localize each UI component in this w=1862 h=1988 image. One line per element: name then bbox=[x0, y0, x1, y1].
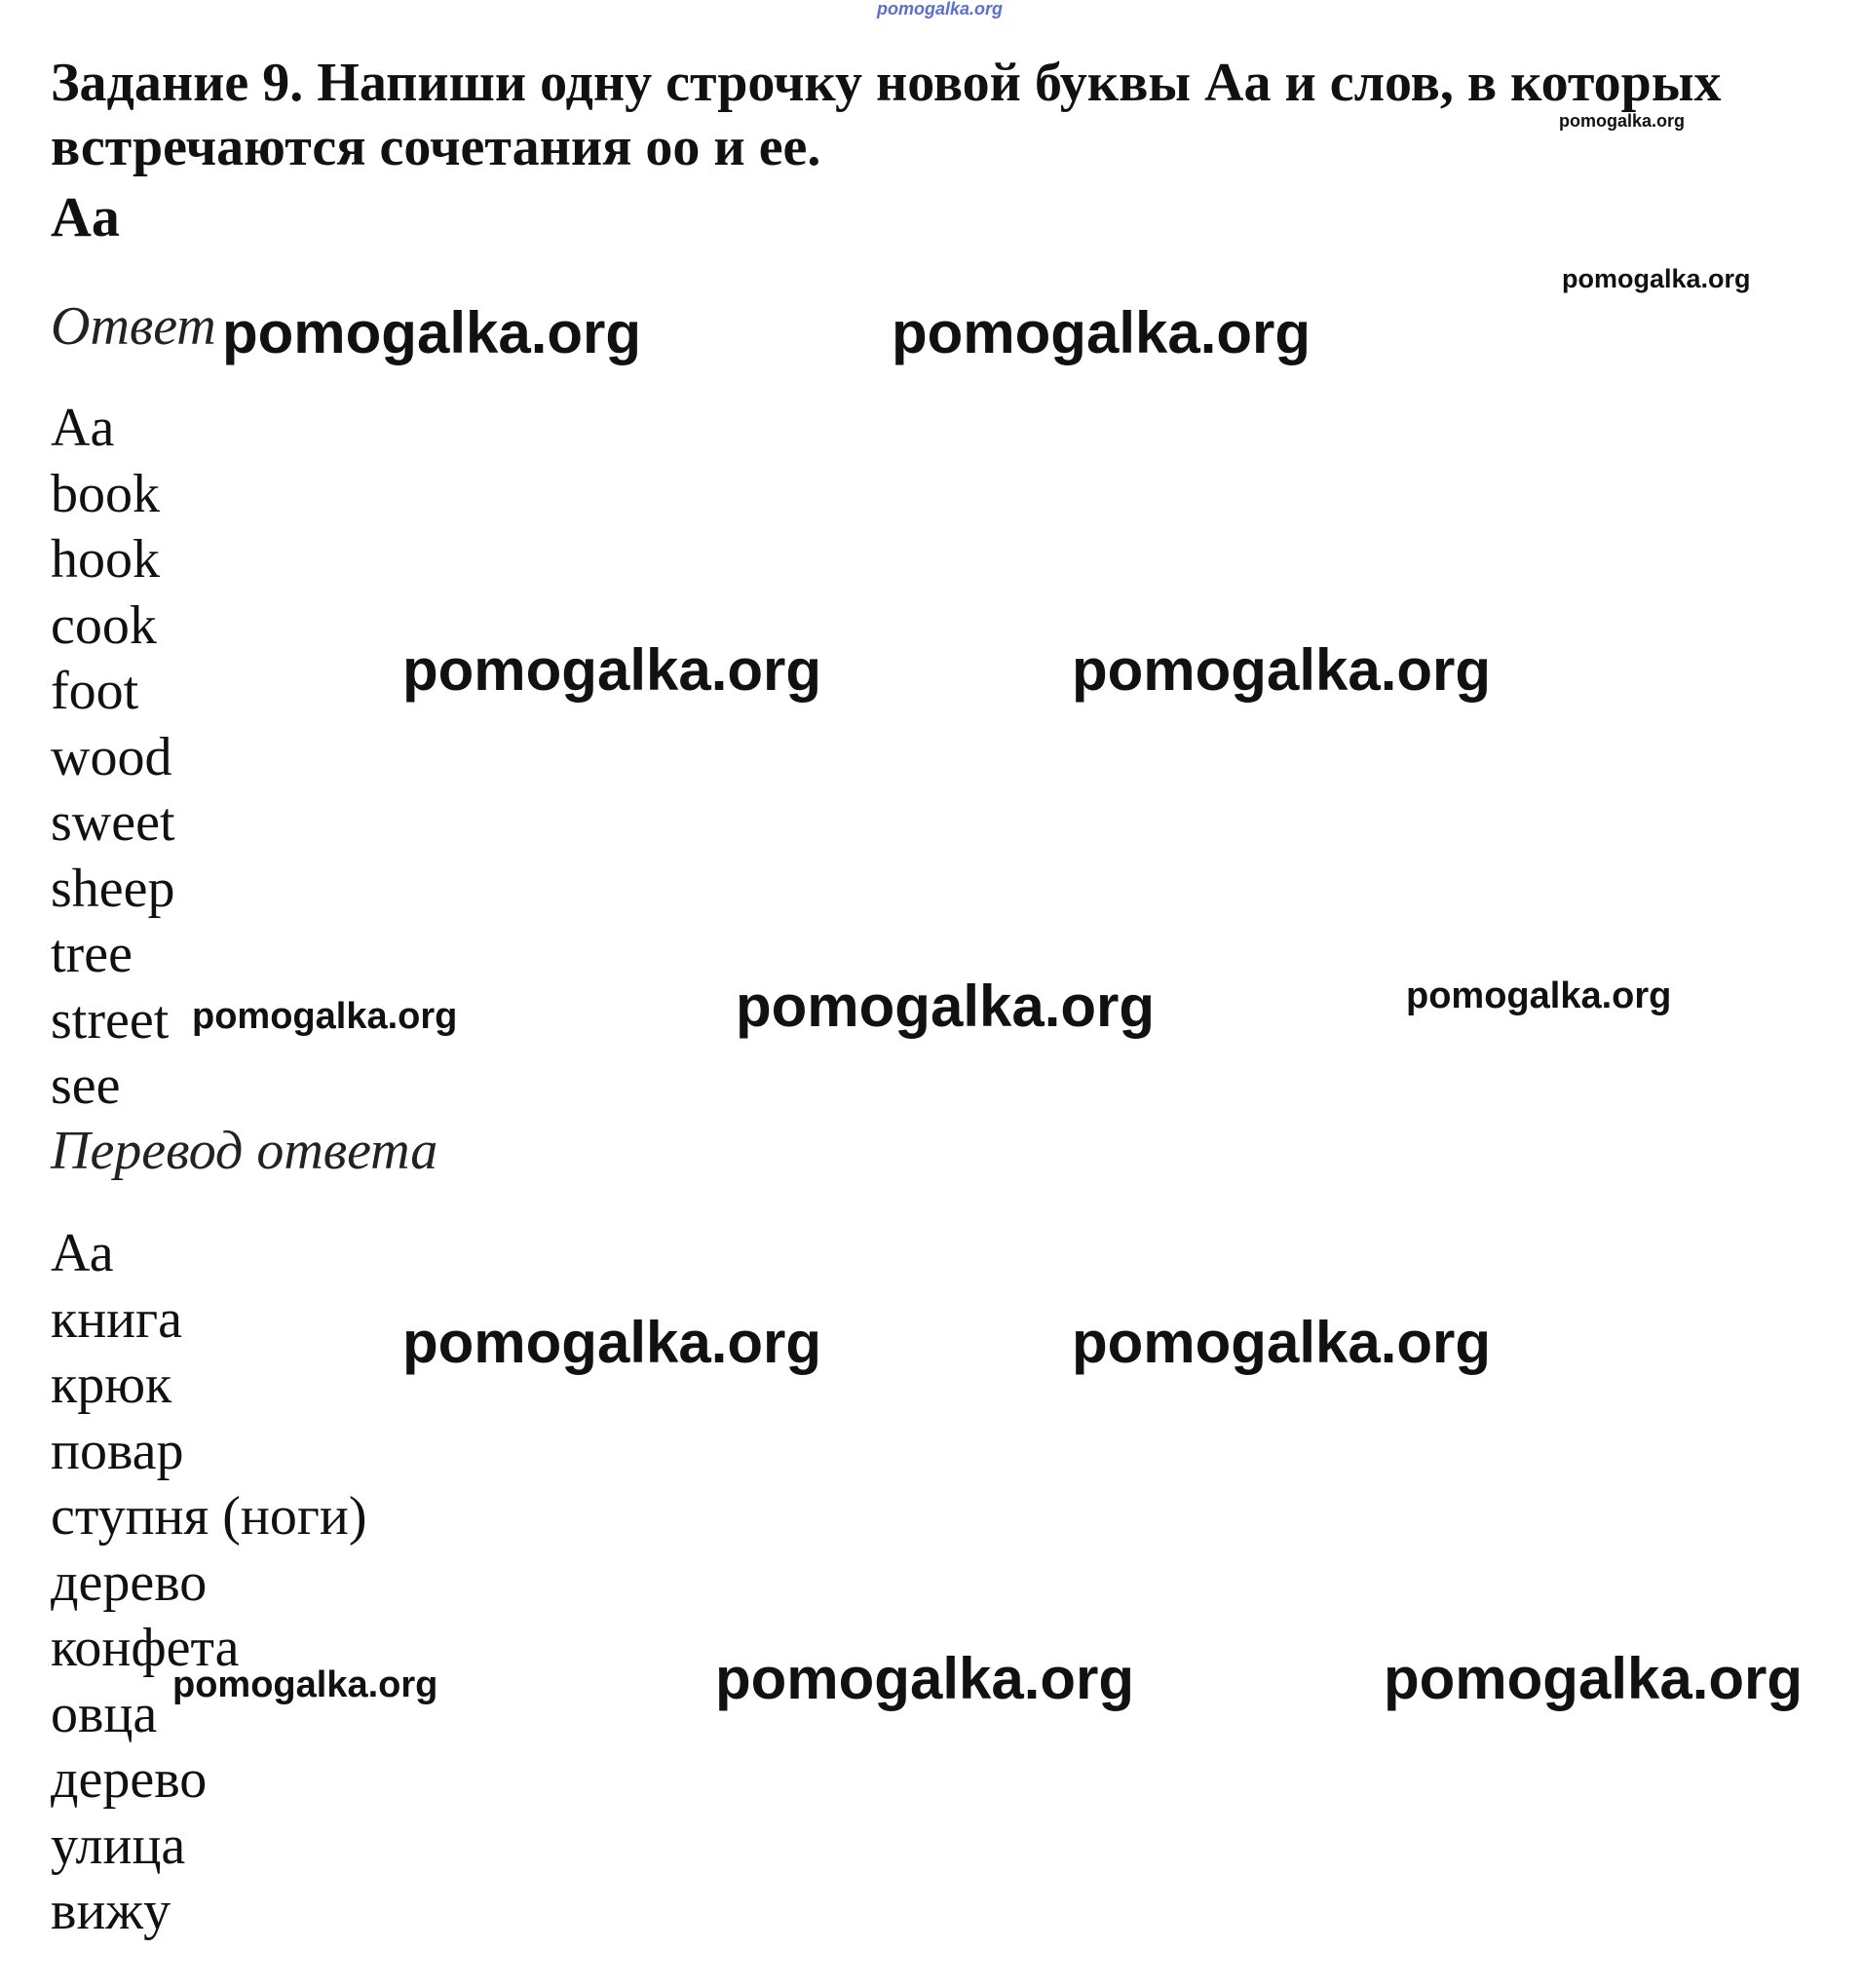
watermark-big: pomogalka.org bbox=[402, 1310, 822, 1375]
watermark-tiny: pomogalka.org bbox=[1559, 111, 1686, 131]
watermark-mid: pomogalka.org bbox=[192, 996, 458, 1037]
translation-word: улица bbox=[51, 1815, 186, 1876]
watermark-big: pomogalka.org bbox=[892, 300, 1311, 365]
task-title: Задание 9. Напиши одну строчку новой буквы Aa и слов, в которых встречаются сочетания oo и ee. bbox=[51, 53, 1722, 177]
answer-word: book bbox=[51, 463, 160, 524]
translation-word: дерево bbox=[51, 1551, 208, 1613]
watermark-small: pomogalka.org bbox=[1562, 264, 1751, 293]
translation-word: дерево bbox=[51, 1749, 208, 1810]
watermark-mid: pomogalka.org bbox=[1406, 975, 1672, 1016]
answer-word: cook bbox=[51, 594, 157, 656]
answer-word: sweet bbox=[51, 792, 175, 853]
answer-label: Ответ bbox=[51, 296, 216, 357]
watermark-big: pomogalka.org bbox=[402, 637, 822, 703]
translation-word: Аа bbox=[51, 1223, 114, 1283]
translation-word: повар bbox=[51, 1420, 184, 1481]
translation-label: Перевод ответа bbox=[51, 1121, 438, 1181]
translation-word: вижу bbox=[51, 1881, 171, 1941]
watermark-big: pomogalka.org bbox=[222, 300, 642, 365]
watermark-big: pomogalka.org bbox=[1072, 1310, 1492, 1375]
watermark-big: pomogalka.org bbox=[1384, 1646, 1804, 1711]
answer-word: sheep bbox=[51, 858, 175, 919]
watermark-mid: pomogalka.org bbox=[172, 1664, 438, 1705]
translation-word: книга bbox=[51, 1288, 182, 1350]
translation-word: овца bbox=[51, 1683, 158, 1744]
answer-word: foot bbox=[51, 661, 139, 721]
letter-heading: Aa bbox=[51, 185, 120, 248]
answer-word: street bbox=[51, 989, 170, 1051]
answer-word: Aa bbox=[51, 398, 115, 458]
answer-word: see bbox=[51, 1055, 121, 1116]
watermark-big: pomogalka.org bbox=[1072, 637, 1492, 703]
answer-word: hook bbox=[51, 529, 160, 590]
translation-word: конфета bbox=[51, 1618, 240, 1678]
translation-word: крюк bbox=[51, 1355, 172, 1415]
answer-word: wood bbox=[51, 726, 172, 787]
translation-word-list bbox=[51, 1221, 367, 1945]
answer-word: tree bbox=[51, 924, 133, 984]
watermark-big: pomogalka.org bbox=[715, 1646, 1135, 1711]
translation-word: ступня (ноги) bbox=[51, 1486, 367, 1547]
watermark-top: pomogalka.org bbox=[877, 0, 1004, 19]
answer-word-list bbox=[51, 396, 175, 1120]
watermark-big: pomogalka.org bbox=[736, 974, 1156, 1039]
